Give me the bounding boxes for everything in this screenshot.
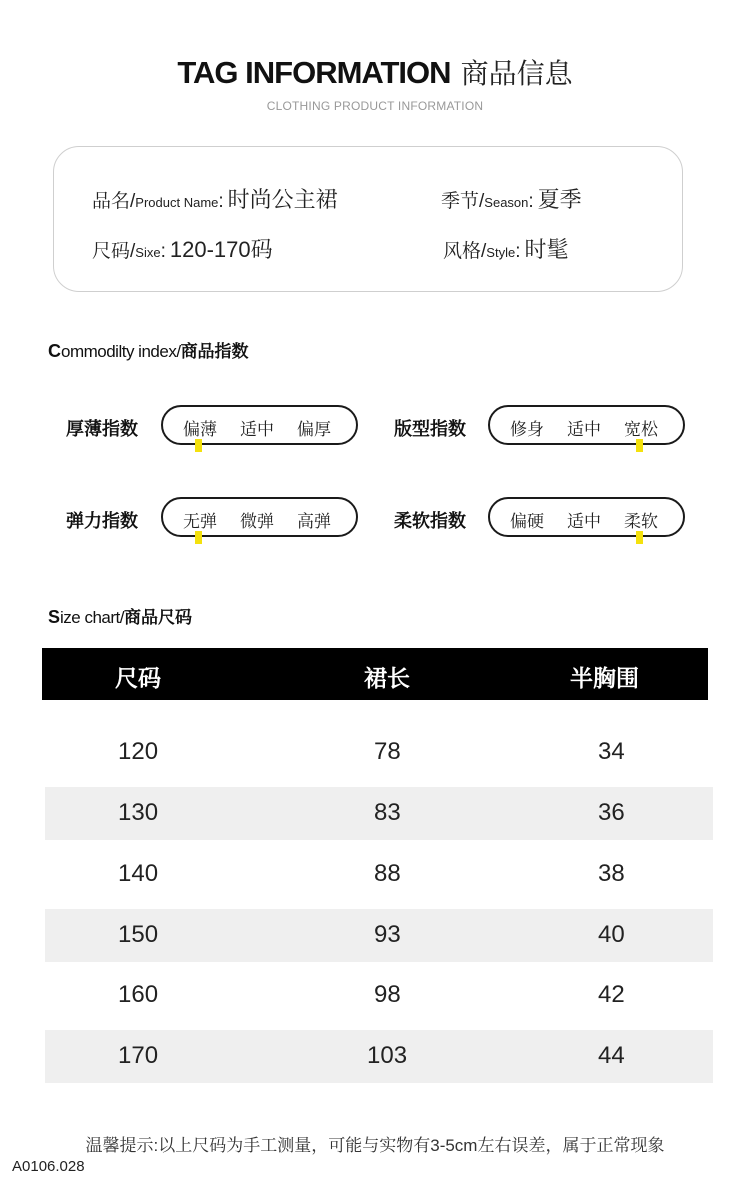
size-label-cn: 尺码 <box>92 241 131 262</box>
table-cell: 150 <box>118 921 159 948</box>
index-option: 偏硬 <box>510 512 544 531</box>
season-value: 夏季 <box>537 187 582 212</box>
size-chart-heading-initial: S <box>48 607 61 627</box>
size-chart-heading-en: ize chart/ <box>60 608 124 627</box>
index-option: 适中 <box>567 420 601 439</box>
table-cell: 78 <box>374 738 401 765</box>
style-value: 时髦 <box>524 237 569 262</box>
product-name-label-en: Product Name <box>135 195 219 210</box>
size-value: 120-170码 <box>169 237 273 262</box>
table-cell: 140 <box>118 860 159 887</box>
table-row <box>45 726 713 779</box>
product-name-label-cn: 品名 <box>92 191 131 212</box>
product-name-field: 品名/Product Name: 时尚公主裙 <box>92 187 338 212</box>
index-option: 高弹 <box>297 512 331 531</box>
column-header-size: 尺码 <box>115 665 161 691</box>
elasticity-index-label: 弹力指数 <box>66 511 138 531</box>
season-label-cn: 季节 <box>441 191 480 212</box>
table-cell: 170 <box>118 1042 159 1069</box>
column-header-bust: 半胸围 <box>570 665 639 691</box>
table-cell: 83 <box>374 799 401 826</box>
size-field: 尺码/Sixe: 120-170码 <box>92 237 273 262</box>
softness-index-label: 柔软指数 <box>394 511 466 531</box>
style-field: 风格/Style: 时髦 <box>443 237 569 262</box>
table-cell: 130 <box>118 799 159 826</box>
table-row <box>45 787 713 840</box>
index-option: 偏厚 <box>297 420 331 439</box>
product-code: A0106.028 <box>12 1158 85 1175</box>
table-row <box>45 909 713 962</box>
elasticity-index-marker <box>195 531 202 544</box>
season-field: 季节/Season: 夏季 <box>441 187 582 212</box>
fit-index-label: 版型指数 <box>394 419 466 439</box>
table-cell: 42 <box>598 981 625 1008</box>
table-cell: 44 <box>598 1042 625 1069</box>
title-chinese: 商品信息 <box>460 58 573 89</box>
page-title <box>0 52 750 92</box>
fit-index-marker <box>636 439 643 452</box>
table-row <box>45 848 713 901</box>
fit-index-scale <box>488 405 685 445</box>
commodity-heading-initial: C <box>48 341 61 361</box>
index-option: 无弹 <box>183 512 217 531</box>
size-label-en: Sixe <box>135 245 161 260</box>
table-row <box>45 1030 713 1083</box>
season-label-en: Season <box>484 195 529 210</box>
table-cell: 93 <box>374 921 401 948</box>
index-option: 微弹 <box>240 512 274 531</box>
title-english: TAG INFORMATION <box>177 55 451 90</box>
softness-index-marker <box>636 531 643 544</box>
size-table-header <box>42 648 708 700</box>
softness-index-scale <box>488 497 685 537</box>
index-option: 适中 <box>240 420 274 439</box>
index-option: 偏薄 <box>183 420 217 439</box>
commodity-heading-en: ommodilty index/ <box>61 342 181 361</box>
elasticity-index-scale <box>161 497 358 537</box>
table-cell: 160 <box>118 981 159 1008</box>
column-header-length: 裙长 <box>364 665 410 691</box>
page-subtitle: CLOTHING PRODUCT INFORMATION <box>266 99 484 113</box>
commodity-index-heading <box>48 337 249 362</box>
table-row <box>45 969 713 1022</box>
product-info-card <box>53 146 683 292</box>
table-cell: 38 <box>598 860 625 887</box>
style-label-en: Style <box>486 245 516 260</box>
table-cell: 120 <box>118 738 159 765</box>
index-option: 柔软 <box>624 512 658 531</box>
product-name-value: 时尚公主裙 <box>227 187 338 212</box>
table-cell: 36 <box>598 799 625 826</box>
table-cell: 103 <box>367 1042 408 1069</box>
table-cell: 88 <box>374 860 401 887</box>
thickness-index-marker <box>195 439 202 452</box>
measurement-note: 温馨提示:以上尺码为手工测量，可能与实物有3-5cm左右误差，属于正常现象 <box>85 1136 665 1155</box>
style-label-cn: 风格 <box>443 241 482 262</box>
index-option: 适中 <box>567 512 601 531</box>
size-chart-heading-cn: 商品尺码 <box>124 608 192 627</box>
table-cell: 34 <box>598 738 625 765</box>
commodity-heading-cn: 商品指数 <box>180 342 249 361</box>
table-cell: 40 <box>598 921 625 948</box>
size-chart-heading <box>48 603 192 628</box>
thickness-index-label: 厚薄指数 <box>66 419 138 439</box>
thickness-index-scale <box>161 405 358 445</box>
table-cell: 98 <box>374 981 401 1008</box>
index-option: 修身 <box>510 420 544 439</box>
index-option: 宽松 <box>624 420 658 439</box>
